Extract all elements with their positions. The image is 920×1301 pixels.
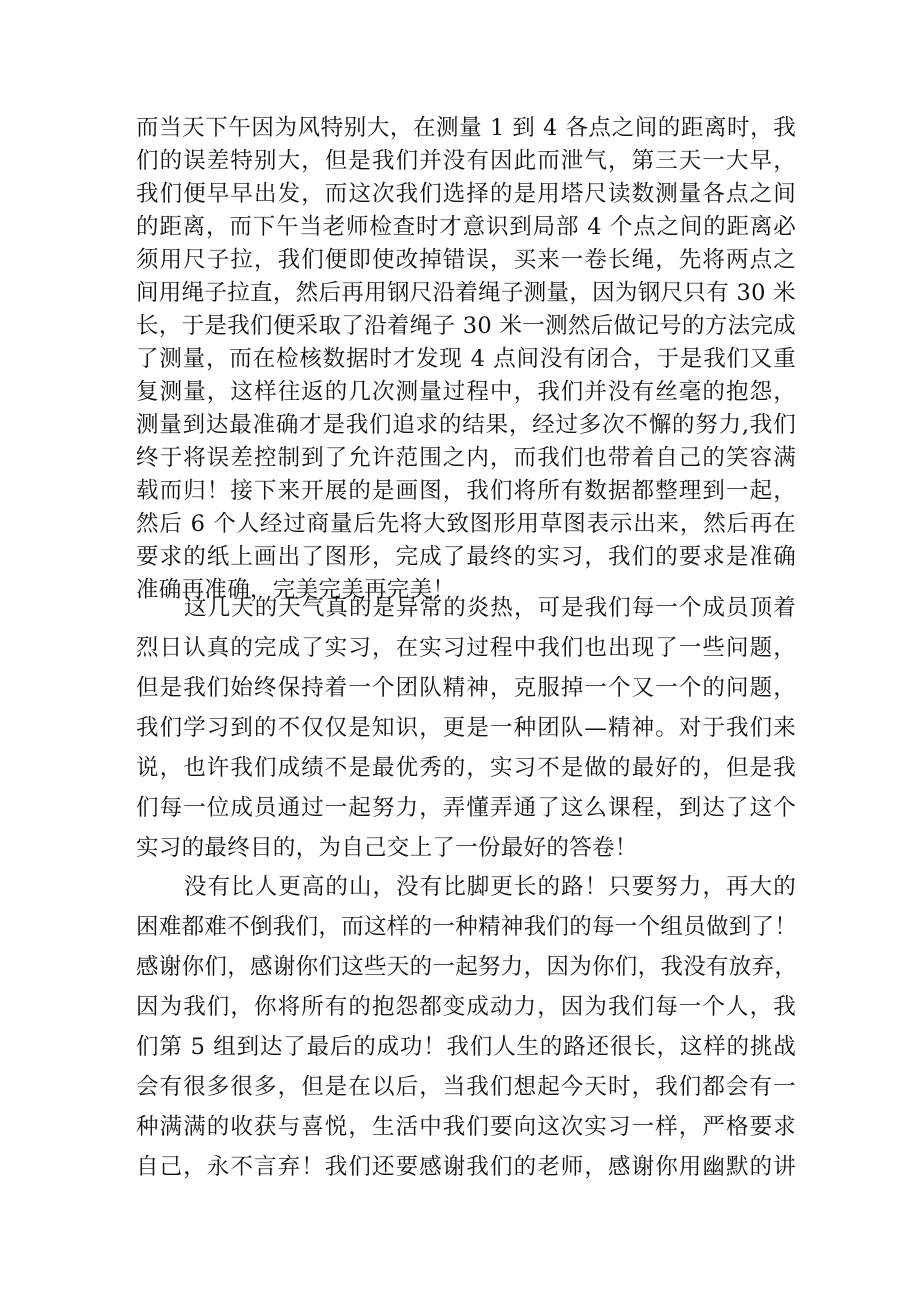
text-line: 复测量，这样往返的几次测量过程中，我们并没有丝毫的抱怨， (136, 379, 796, 405)
text-line: 们每一位成员通过一起努力，弄懂弄通了这么课程，到达了这个 (136, 795, 796, 821)
text-line: 因为我们，你将所有的抱怨都变成动力，因为我们每一个人，我 (136, 994, 796, 1020)
text-line: 说，也许我们成绩不是最优秀的，实习不是做的最好的，但是我 (136, 755, 796, 781)
text-line: 实习的最终目的，为自己交上了一份最好的答卷！ (136, 835, 638, 861)
text-line: 这几天的天气真的是异常的炎热，可是我们每一个成员顶着 (184, 595, 796, 621)
text-line: 间用绳子拉直，然后再用钢尺沿着绳子测量，因为钢尺只有 30 米 (136, 280, 796, 306)
text-line: 准确再准确，完美完美再完美！ (136, 577, 456, 603)
text-line: 但是我们始终保持着一个团队精神，克服掉一个又一个的问题， (136, 675, 796, 701)
text-line: 我们学习到的不仅仅是知识，更是一种团队—精神。对于我们来 (136, 715, 796, 741)
text-line: 们的误差特别大，但是我们并没有因此而泄气，第三天一大早， (136, 148, 796, 174)
text-line: 载而归！接下来开展的是画图，我们将所有数据都整理到一起， (136, 478, 796, 504)
text-line: 了测量，而在检核数据时才发现 4 点间没有闭合，于是我们又重 (136, 346, 796, 372)
text-line: 烈日认真的完成了实习，在实习过程中我们也出现了一些问题， (136, 635, 796, 661)
text-line: 种满满的收获与喜悦，生活中我们要向这次实习一样，严格要求 (136, 1114, 796, 1140)
text-line: 困难都难不倒我们，而这样的一种精神我们的每一个组员做到了！ (136, 914, 798, 940)
text-line: 自己，永不言弃！我们还要感谢我们的老师，感谢你用幽默的讲 (136, 1154, 796, 1180)
text-line: 我们便早早出发，而这次我们选择的是用塔尺读数测量各点之间 (136, 181, 796, 207)
text-line: 的距离，而下午当老师检查时才意识到局部 4 个点之间的距离必 (136, 214, 796, 240)
text-line: 感谢你们，感谢你们这些天的一起努力，因为你们，我没有放弃， (136, 954, 798, 980)
text-line: 终于将误差控制到了允许范围之内，而我们也带着自己的笑容满 (136, 445, 796, 471)
text-line: 而当天下午因为风特别大，在测量 1 到 4 各点之间的距离时，我 (136, 115, 796, 141)
text-line: 然后 6 个人经过商量后先将大致图形用草图表示出来，然后再在 (136, 511, 796, 537)
text-line: 会有很多很多，但是在以后，当我们想起今天时，我们都会有一 (136, 1074, 796, 1100)
text-line: 们第 5 组到达了最后的成功！我们人生的路还很长，这样的挑战 (136, 1034, 796, 1060)
text-line: 须用尺子拉，我们便即使改掉错误，买来一卷长绳，先将两点之 (136, 247, 796, 273)
text-line: 要求的纸上画出了图形，完成了最终的实习，我们的要求是准确 (136, 544, 796, 570)
text-line: 没有比人更高的山，没有比脚更长的路！只要努力，再大的 (184, 874, 796, 900)
text-line: 长，于是我们便采取了沿着绳子 30 米一测然后做记号的方法完成 (136, 313, 796, 339)
text-line: 测量到达最准确才是我们追求的结果，经过多次不懈的努力,我们 (136, 412, 796, 438)
